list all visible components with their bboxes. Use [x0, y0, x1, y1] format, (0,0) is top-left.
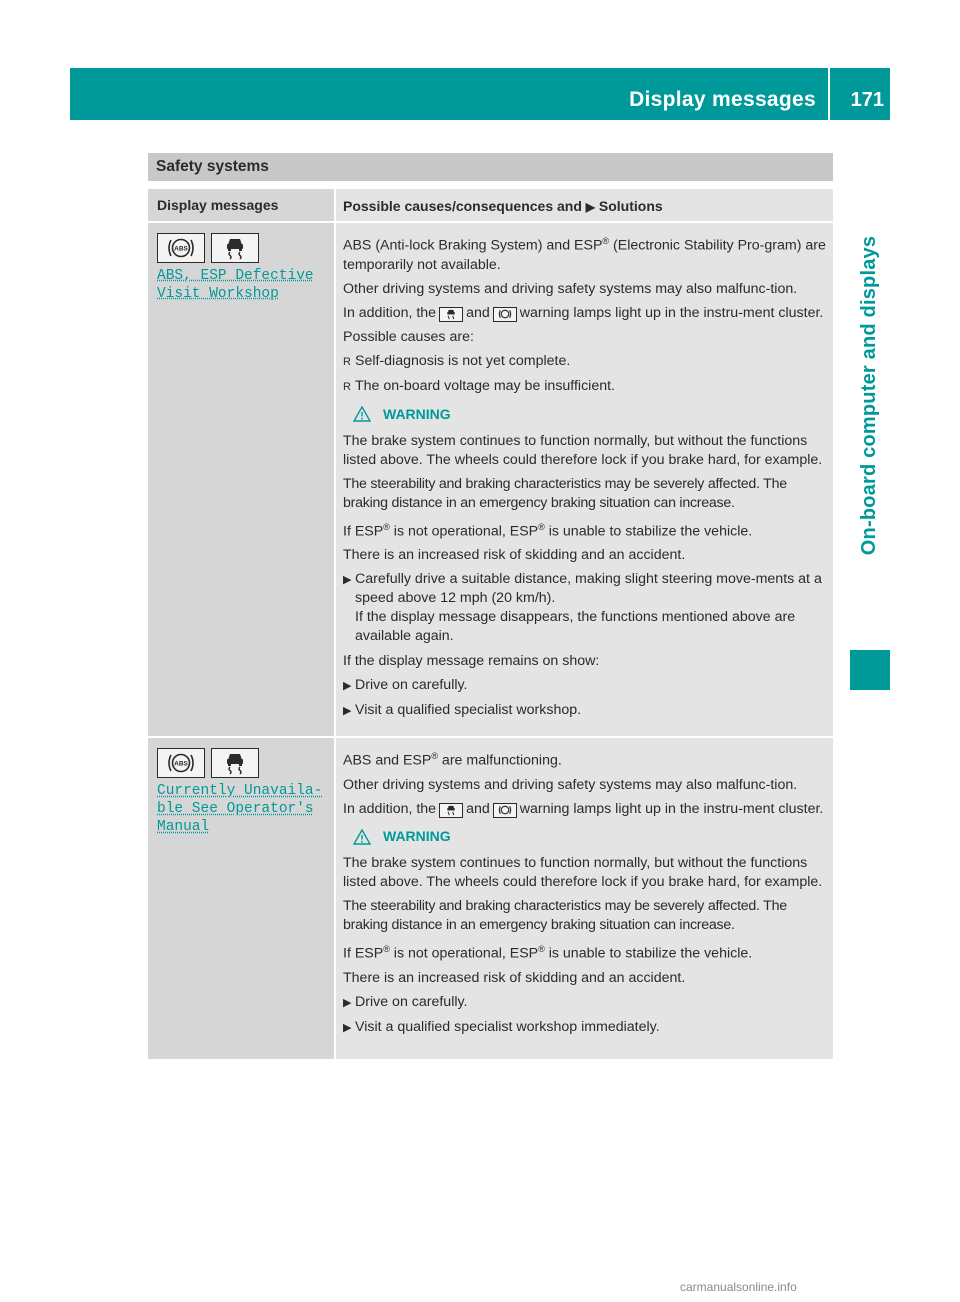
text: In addition, the — [343, 801, 437, 818]
text: and — [466, 801, 490, 818]
text: is unable to stabilize the vehicle. — [544, 523, 753, 540]
action-arrow-icon: ▶ — [343, 1021, 352, 1034]
section-title: Safety systems — [148, 153, 833, 181]
registered-mark: ® — [602, 236, 610, 246]
display-messages-table — [148, 189, 833, 1059]
table-header — [148, 189, 833, 221]
text: ABS and ESP — [343, 753, 432, 770]
paragraph: Other driving systems and driving safety systems may also malfunc-tion. — [343, 280, 798, 297]
paragraph — [343, 940, 826, 964]
display-message: ABS, ESP Defective — [157, 268, 314, 284]
action-step — [343, 993, 826, 1013]
action-text — [355, 570, 826, 646]
action-arrow-icon: ▶ — [343, 996, 352, 1009]
header-divider — [828, 68, 830, 120]
paragraph — [343, 304, 826, 323]
text: If ESP — [343, 945, 384, 962]
action-step — [343, 701, 826, 721]
registered-mark: ® — [383, 521, 390, 532]
text: If the display message disappears, the functions mentioned above are available again. — [355, 609, 796, 645]
bullet-icon: R — [343, 355, 351, 368]
paragraph — [343, 232, 826, 275]
text: and — [466, 304, 490, 321]
action-step — [343, 570, 826, 646]
action-text: Drive on carefully. — [355, 993, 468, 1010]
esp-skid-icon — [439, 307, 463, 322]
table-row — [148, 738, 833, 1058]
text: warning lamps light up in the instru-ment cluster. — [519, 304, 824, 321]
abs-icon-text: ABS — [174, 760, 188, 768]
text: Carefully drive a suitable distance, making slight steering move-ments at a speed above 12 mph (20 km/h). — [355, 571, 822, 607]
indicator-icons — [157, 748, 325, 778]
paragraph: The steerability and braking characteristics may be severely affected. The braking distance in an emergency braking situation can increase. — [343, 475, 787, 511]
paragraph: Possible causes are: — [343, 328, 474, 345]
paragraph: There is an increased risk of skidding and an accident. — [343, 969, 686, 986]
paragraph: The brake system continues to function normally, but without the functions listed above. The wheels could therefore lock if you brake hard, for example. — [343, 855, 823, 891]
registered-mark: ® — [431, 751, 438, 762]
solution-cell — [336, 223, 833, 736]
col-header-messages: Display messages — [148, 189, 334, 221]
display-message: ble See Operator's — [157, 801, 314, 818]
warning-label: WARNING — [383, 828, 451, 845]
page-number: 171 — [850, 89, 884, 111]
action-step — [343, 676, 826, 696]
action-text: Visit a qualified specialist workshop. — [355, 702, 582, 719]
col-header-solutions — [336, 189, 833, 221]
abs-warning-icon — [493, 803, 517, 818]
warning-triangle-icon — [353, 829, 371, 845]
message-cell — [148, 738, 334, 1058]
paragraph: There is an increased risk of skidding and an accident. — [343, 547, 686, 564]
display-message: Currently Unavaila‐ — [157, 783, 323, 800]
action-arrow-icon: ▶ — [343, 574, 352, 587]
header-title: Display messages — [629, 88, 816, 111]
col-header-causes-label: Possible causes/consequences and — [343, 198, 582, 214]
action-arrow-icon: ▶ — [343, 680, 352, 693]
warning-heading — [353, 405, 826, 424]
display-message: Visit Workshop — [157, 286, 279, 302]
registered-mark: ® — [538, 521, 545, 532]
side-chapter-tab — [850, 150, 890, 640]
watermark: carmanualsonline.info — [680, 1280, 797, 1294]
paragraph — [343, 747, 826, 771]
text: (Electronic Stability Pro-gram) are temporarily not available. — [343, 237, 826, 273]
action-text: Drive on carefully. — [355, 677, 468, 694]
text: is not operational, ESP — [389, 945, 539, 962]
text: is unable to stabilize the vehicle. — [544, 945, 753, 962]
bullet-icon: R — [343, 380, 351, 393]
abs-warning-icon — [157, 748, 205, 778]
play-arrow-icon: ▶ — [585, 200, 596, 214]
warning-triangle-icon — [353, 406, 371, 422]
list-item — [343, 352, 826, 372]
text: The on-board voltage may be insufficient. — [355, 377, 615, 394]
solution-cell — [336, 738, 833, 1058]
abs-warning-icon — [157, 233, 205, 263]
page-header — [70, 68, 890, 120]
list-item — [343, 377, 826, 397]
paragraph — [343, 518, 826, 542]
side-marker-block — [850, 650, 890, 690]
text: Self-diagnosis is not yet complete. — [355, 352, 571, 369]
esp-skid-icon — [211, 748, 259, 778]
text: is not operational, ESP — [389, 523, 539, 540]
text: warning lamps light up in the instru-ment cluster. — [519, 801, 824, 818]
indicator-icons — [157, 233, 325, 263]
text: ABS (Anti-lock Braking System) and ESP — [343, 237, 603, 254]
paragraph: Other driving systems and driving safety systems may also malfunc-tion. — [343, 777, 798, 794]
action-text: Visit a qualified specialist workshop immediately. — [355, 1018, 660, 1035]
text: In addition, the — [343, 304, 437, 321]
side-chapter-label: On-board computer and displays — [858, 235, 881, 555]
esp-skid-icon — [211, 233, 259, 263]
paragraph — [343, 800, 826, 819]
message-cell — [148, 223, 334, 736]
action-step — [343, 1018, 826, 1038]
warning-heading — [353, 827, 826, 846]
table-row — [148, 223, 833, 736]
abs-icon-text: ABS — [174, 245, 188, 253]
paragraph: The brake system continues to function normally, but without the functions listed above. The wheels could therefore lock if you brake hard, for example. — [343, 432, 823, 468]
text: If ESP — [343, 523, 384, 540]
registered-mark: ® — [538, 944, 545, 955]
registered-mark: ® — [383, 944, 390, 955]
paragraph: If the display message remains on show: — [343, 653, 600, 670]
warning-label: WARNING — [383, 405, 451, 422]
text: are malfunctioning. — [437, 753, 562, 770]
display-message: Manual — [157, 819, 210, 836]
action-arrow-icon: ▶ — [343, 705, 352, 718]
col-header-solutions-label: Solutions — [598, 198, 663, 214]
abs-warning-icon — [493, 307, 517, 322]
paragraph: The steerability and braking characteristics may be severely affected. The braking distance in an emergency braking situation can increase. — [343, 898, 787, 934]
esp-skid-icon — [439, 803, 463, 818]
